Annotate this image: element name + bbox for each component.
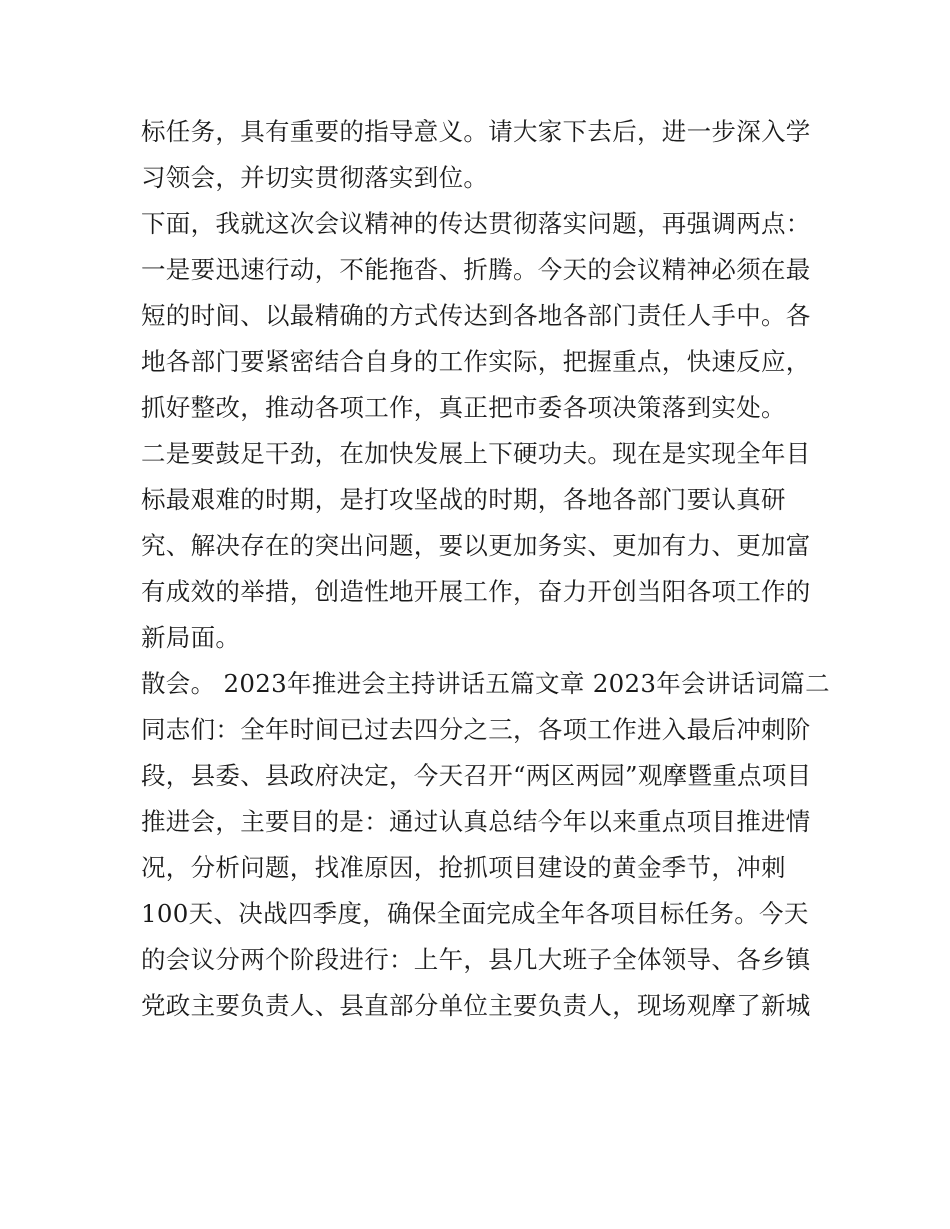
- text-line: 党政主要负责人、县直部分单位主要负责人，现场观摩了新城: [141, 991, 811, 1020]
- text-line: 新局面。: [141, 623, 241, 652]
- text-line: 推进会，主要目的是：通过认真总结今年以来重点项目推进情: [141, 807, 811, 836]
- document-body: [141, 109, 830, 1029]
- text-line: 标任务，具有重要的指导意义。请大家下去后，进一步深入学: [141, 117, 811, 146]
- text-line: 二是要鼓足干劲，在加快发展上下硬功夫。现在是实现全年目: [141, 439, 811, 468]
- text-line: 地各部门要紧密结合自身的工作实际，把握重点，快速反应，: [141, 347, 811, 376]
- text-line: 标最艰难的时期，是打攻坚战的时期，各地各部门要认真研: [141, 485, 786, 514]
- text-line: 有成效的举措，创造性地开展工作，奋力开创当阳各项工作的: [141, 577, 811, 606]
- text-line: 习领会，并切实贯彻落实到位。: [141, 163, 489, 192]
- text-line: 抓好整改，推动各项工作，真正把市委各项决策落到实处。: [141, 393, 786, 422]
- text-line: 一是要迅速行动，不能拖沓、折腾。今天的会议精神必须在最: [141, 255, 811, 284]
- text-line: 的会议分两个阶段进行：上午，县几大班子全体领导、各乡镇: [141, 945, 811, 974]
- text-line: 况，分析问题，找准原因，抢抓项目建设的黄金季节，冲刺: [141, 853, 786, 882]
- text-line: 究、解决存在的突出问题，要以更加务实、更加有力、更加富: [141, 531, 811, 560]
- text-line: 散会。 2023年推进会主持讲话五篇文章 2023年会讲话词篇二: [141, 669, 830, 698]
- text-line: 下面，我就这次会议精神的传达贯彻落实问题，再强调两点：: [141, 209, 811, 238]
- text-line: 同志们：全年时间已过去四分之三，各项工作进入最后冲刺阶: [141, 715, 811, 744]
- text-line: 100天、决战四季度，确保全面完成全年各项目标任务。今天: [141, 899, 809, 928]
- text-line: 短的时间、以最精确的方式传达到各地各部门责任人手中。各: [141, 301, 811, 330]
- text-line: 段，县委、县政府决定，今天召开“两区两园”观摩暨重点项目: [141, 761, 812, 790]
